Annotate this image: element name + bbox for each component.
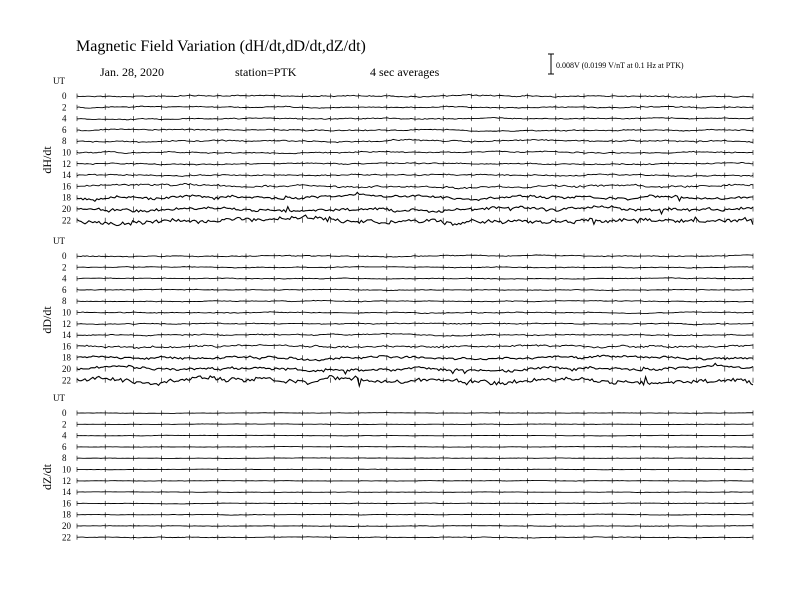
row-label: 20 (62, 521, 71, 531)
row-label: 16 (62, 498, 71, 509)
row-label: 22 (62, 215, 71, 226)
hour-ticks (77, 378, 753, 383)
row-label: 22 (62, 375, 71, 386)
trace-line (77, 215, 753, 226)
panel-ylabel: dZ/dt (40, 464, 54, 490)
row-label: 10 (62, 464, 71, 475)
row-label: 6 (62, 441, 67, 452)
row-label: 16 (62, 181, 71, 192)
row-label: 22 (62, 532, 71, 543)
ut-label: UT (53, 236, 65, 246)
row-label: 4 (62, 273, 67, 284)
row-label: 8 (62, 136, 67, 147)
row-label: 4 (62, 430, 67, 441)
row-label: 14 (62, 487, 71, 498)
row-label: 4 (62, 113, 67, 124)
row-label: 2 (62, 262, 67, 273)
scale-bar (548, 54, 554, 74)
trace-line (77, 469, 753, 470)
row-label: 18 (62, 192, 71, 203)
row-label: 14 (62, 330, 71, 341)
panel-ylabel: dD/dt (40, 306, 54, 334)
trace-line (77, 458, 753, 459)
trace-line (77, 526, 753, 527)
row-label: 20 (62, 204, 71, 214)
row-label: 6 (62, 124, 67, 135)
trace-line (77, 446, 753, 447)
chart-title: Magnetic Field Variation (dH/dt,dD/dt,dZ/dt) (76, 38, 366, 55)
row-label: 10 (62, 147, 71, 158)
row-label: 14 (62, 170, 71, 181)
hour-ticks (77, 355, 753, 360)
row-label: 18 (62, 352, 71, 363)
hour-ticks (77, 161, 753, 166)
row-label: 20 (62, 364, 71, 374)
trace-line (77, 413, 753, 414)
row-label: 12 (62, 158, 71, 169)
station-label: station=PTK (235, 65, 297, 79)
row-label: 0 (62, 251, 67, 261)
date-label: Jan. 28, 2020 (100, 65, 164, 79)
trace-line (77, 514, 753, 515)
row-label: 2 (62, 102, 67, 113)
row-label: 0 (62, 408, 67, 418)
row-label: 0 (62, 91, 67, 101)
row-label: 8 (62, 296, 67, 307)
row-label: 2 (62, 419, 67, 430)
ut-label: UT (53, 76, 65, 86)
averaging-label: 4 sec averages (370, 65, 440, 79)
row-label: 12 (62, 318, 71, 329)
row-label: 18 (62, 509, 71, 520)
row-label: 10 (62, 307, 71, 318)
trace-line (77, 435, 753, 436)
row-label: 6 (62, 284, 67, 295)
row-label: 12 (62, 475, 71, 486)
panel-ylabel: dH/dt (40, 146, 54, 174)
ut-label: UT (53, 393, 65, 403)
row-label: 16 (62, 341, 71, 352)
hour-ticks (77, 344, 753, 349)
trace-line (77, 376, 753, 386)
row-label: 8 (62, 453, 67, 464)
scale-label: 0.008V (0.0199 V/nT at 0.1 Hz at PTK) (556, 61, 684, 70)
trace-line (77, 480, 753, 481)
trace-line (77, 492, 753, 493)
